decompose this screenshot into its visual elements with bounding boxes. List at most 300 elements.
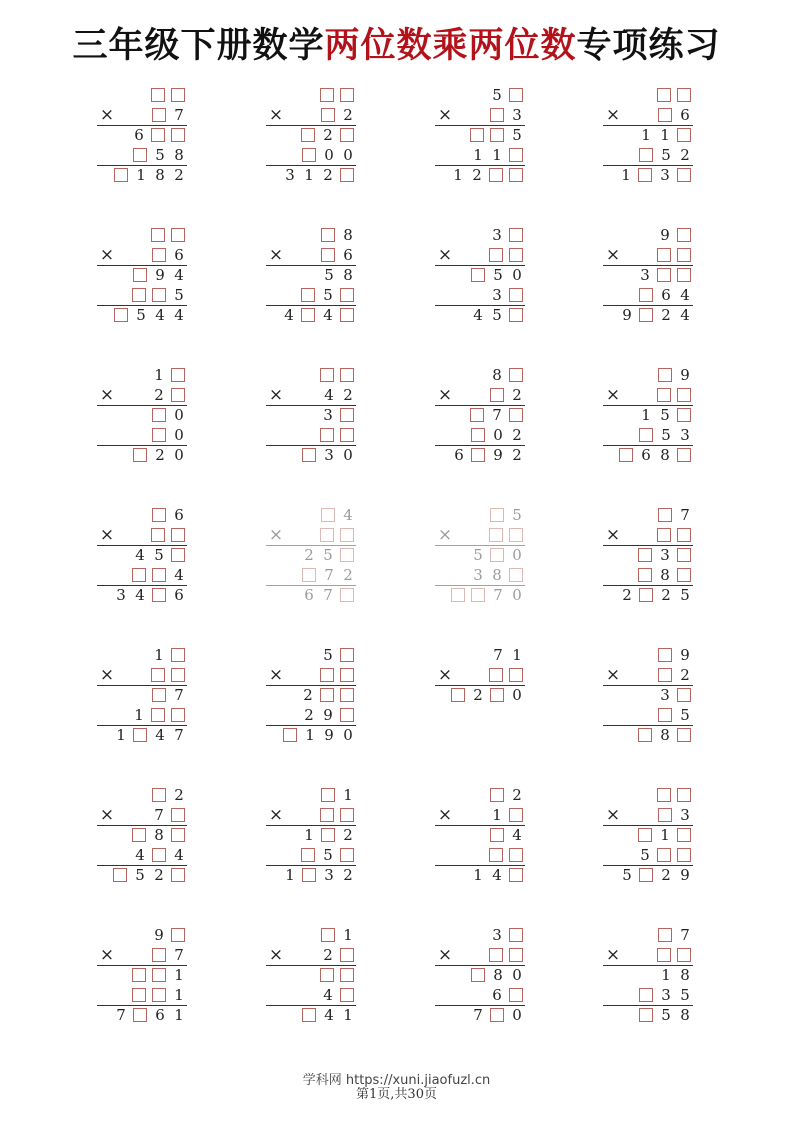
blank-box[interactable]	[133, 1008, 147, 1022]
blank-box[interactable]	[509, 808, 523, 822]
multiplication-problem	[603, 785, 693, 885]
multiplicand	[266, 85, 356, 105]
partial-product	[97, 705, 187, 725]
multiplication-problem	[266, 85, 356, 185]
digit: 0	[512, 966, 522, 984]
blank-box[interactable]	[320, 88, 334, 102]
digit: 0	[512, 686, 522, 704]
times-sign: ×	[268, 245, 284, 265]
multiplication-problem	[97, 225, 187, 325]
blank-box[interactable]	[171, 228, 185, 242]
times-sign: ×	[605, 805, 621, 825]
blank-box[interactable]	[509, 408, 523, 422]
digit: 4	[284, 306, 294, 324]
blank-box[interactable]	[133, 448, 147, 462]
blank-box[interactable]	[657, 848, 671, 862]
blank-box[interactable]	[152, 248, 166, 262]
blank-box[interactable]	[639, 868, 653, 882]
digit: 7	[174, 106, 184, 124]
blank-box[interactable]	[677, 828, 691, 842]
partial-product	[603, 425, 693, 445]
blank-box[interactable]	[151, 88, 165, 102]
blank-box[interactable]	[489, 528, 503, 542]
blank-box[interactable]	[320, 528, 334, 542]
partial-product	[97, 265, 187, 285]
digit: 3	[324, 866, 334, 884]
blank-box[interactable]	[171, 548, 185, 562]
blank-box[interactable]	[171, 668, 185, 682]
blank-box[interactable]	[509, 988, 523, 1002]
digit: 9	[680, 366, 690, 384]
product	[266, 725, 356, 745]
product	[603, 1005, 693, 1025]
times-sign: ×	[437, 665, 453, 685]
blank-box[interactable]	[509, 288, 523, 302]
blank-box[interactable]	[677, 528, 691, 542]
blank-box[interactable]	[489, 248, 503, 262]
digit: 8	[492, 566, 502, 584]
blank-box[interactable]	[302, 568, 316, 582]
title-highlight: 两位数乘两位数	[324, 26, 577, 66]
blank-box[interactable]	[657, 528, 671, 542]
times-sign: ×	[99, 665, 115, 685]
divider-line	[266, 125, 356, 126]
blank-box[interactable]	[320, 968, 334, 982]
blank-box[interactable]	[151, 128, 165, 142]
blank-box[interactable]	[340, 968, 354, 982]
blank-box[interactable]	[490, 1008, 504, 1022]
blank-box[interactable]	[677, 568, 691, 582]
digit: 4	[343, 506, 353, 524]
blank-box[interactable]	[171, 128, 185, 142]
divider-line	[603, 265, 693, 266]
blank-box[interactable]	[321, 508, 335, 522]
digit: 0	[174, 446, 184, 464]
blank-box[interactable]	[171, 388, 185, 402]
blank-box[interactable]	[509, 308, 523, 322]
blank-box[interactable]	[657, 788, 671, 802]
blank-box[interactable]	[490, 548, 504, 562]
blank-box[interactable]	[340, 128, 354, 142]
blank-box[interactable]	[677, 88, 691, 102]
digit: 1	[285, 866, 295, 884]
digit: 2	[343, 386, 353, 404]
divider-line	[97, 125, 187, 126]
blank-box[interactable]	[509, 568, 523, 582]
blank-box[interactable]	[340, 288, 354, 302]
partial-product	[435, 145, 525, 165]
blank-box[interactable]	[132, 828, 146, 842]
blank-box[interactable]	[658, 108, 672, 122]
digit: 2	[323, 166, 333, 184]
divider-line	[266, 725, 356, 726]
digit: 1	[343, 926, 353, 944]
blank-box[interactable]	[301, 308, 315, 322]
multiplicand	[266, 645, 356, 665]
blank-box[interactable]	[132, 568, 146, 582]
blank-box[interactable]	[302, 868, 316, 882]
blank-box[interactable]	[471, 448, 485, 462]
blank-box[interactable]	[677, 788, 691, 802]
blank-box[interactable]	[171, 828, 185, 842]
blank-box[interactable]	[113, 868, 127, 882]
blank-box[interactable]	[340, 848, 354, 862]
blank-box[interactable]	[152, 508, 166, 522]
blank-box[interactable]	[152, 948, 166, 962]
blank-box[interactable]	[639, 148, 653, 162]
blank-box[interactable]	[677, 948, 691, 962]
blank-box[interactable]	[677, 408, 691, 422]
partial-product	[266, 405, 356, 425]
blank-box[interactable]	[657, 948, 671, 962]
multiplication-problem	[435, 785, 525, 885]
blank-box[interactable]	[283, 728, 297, 742]
blank-box[interactable]	[471, 428, 485, 442]
blank-box[interactable]	[321, 828, 335, 842]
multiplication-problem	[97, 505, 187, 605]
blank-box[interactable]	[340, 548, 354, 562]
times-sign: ×	[437, 805, 453, 825]
blank-box[interactable]	[471, 268, 485, 282]
blank-box[interactable]	[152, 688, 166, 702]
times-sign: ×	[437, 105, 453, 125]
blank-box[interactable]	[658, 508, 672, 522]
partial-product	[603, 845, 693, 865]
blank-box[interactable]	[657, 88, 671, 102]
blank-box[interactable]	[639, 308, 653, 322]
blank-box[interactable]	[321, 928, 335, 942]
blank-box[interactable]	[677, 128, 691, 142]
blank-box[interactable]	[509, 528, 523, 542]
product	[435, 685, 525, 705]
blank-box[interactable]	[490, 788, 504, 802]
blank-box[interactable]	[677, 688, 691, 702]
blank-box[interactable]	[639, 288, 653, 302]
times-sign: ×	[437, 525, 453, 545]
partial-product	[266, 265, 356, 285]
blank-box[interactable]	[639, 1008, 653, 1022]
blank-box[interactable]	[451, 688, 465, 702]
blank-box[interactable]	[638, 168, 652, 182]
partial-product	[603, 285, 693, 305]
blank-box[interactable]	[470, 408, 484, 422]
blank-box[interactable]	[340, 648, 354, 662]
digit: 5	[135, 866, 145, 884]
blank-box[interactable]	[677, 388, 691, 402]
digit: 9	[154, 926, 164, 944]
divider-line	[266, 585, 356, 586]
blank-box[interactable]	[320, 808, 334, 822]
multiplication-problem	[603, 365, 693, 465]
digit: 4	[473, 306, 483, 324]
partial-product	[603, 405, 693, 425]
blank-box[interactable]	[639, 588, 653, 602]
blank-box[interactable]	[301, 128, 315, 142]
multiplication-problem	[435, 225, 525, 325]
divider-line	[435, 545, 525, 546]
blank-box[interactable]	[152, 288, 166, 302]
divider-line	[435, 405, 525, 406]
blank-box[interactable]	[490, 128, 504, 142]
digit: 2	[343, 826, 353, 844]
digit: 5	[660, 406, 670, 424]
digit: 9	[155, 266, 165, 284]
blank-box[interactable]	[151, 228, 165, 242]
multiplicand	[97, 365, 187, 385]
blank-box[interactable]	[114, 168, 128, 182]
digit: 4	[324, 1006, 334, 1024]
blank-box[interactable]	[340, 428, 354, 442]
blank-box[interactable]	[658, 648, 672, 662]
blank-box[interactable]	[619, 448, 633, 462]
blank-box[interactable]	[151, 668, 165, 682]
partial-product	[435, 985, 525, 1005]
blank-box[interactable]	[638, 568, 652, 582]
blank-box[interactable]	[638, 828, 652, 842]
blank-box[interactable]	[340, 308, 354, 322]
blank-box[interactable]	[340, 948, 354, 962]
digit: 1	[154, 366, 164, 384]
blank-box[interactable]	[340, 88, 354, 102]
digit: 5	[492, 86, 502, 104]
blank-box[interactable]	[132, 968, 146, 982]
divider-line	[97, 825, 187, 826]
blank-box[interactable]	[677, 268, 691, 282]
blank-box[interactable]	[152, 108, 166, 122]
digit: 9	[323, 706, 333, 724]
blank-box[interactable]	[340, 168, 354, 182]
digit: 5	[323, 286, 333, 304]
blank-box[interactable]	[509, 168, 523, 182]
blank-box[interactable]	[340, 688, 354, 702]
digit: 4	[155, 726, 165, 744]
blank-box[interactable]	[171, 708, 185, 722]
blank-box[interactable]	[658, 708, 672, 722]
blank-box[interactable]	[320, 368, 334, 382]
footer-source: 学科网 https://xuni.jiaofuzl.cn	[302, 1073, 491, 1088]
blank-box[interactable]	[171, 928, 185, 942]
blank-box[interactable]	[490, 508, 504, 522]
multiplicand	[435, 85, 525, 105]
blank-box[interactable]	[132, 988, 146, 1002]
digit: 5	[473, 546, 483, 564]
digit: 5	[512, 506, 522, 524]
blank-box[interactable]	[321, 228, 335, 242]
blank-box[interactable]	[321, 108, 335, 122]
blank-box[interactable]	[451, 588, 465, 602]
digit: 3	[116, 586, 126, 604]
multiplication-problem	[97, 365, 187, 465]
digit: 1	[473, 146, 483, 164]
blank-box[interactable]	[638, 548, 652, 562]
blank-box[interactable]	[133, 268, 147, 282]
blank-box[interactable]	[151, 528, 165, 542]
multiplicand	[603, 225, 693, 245]
divider-line	[603, 725, 693, 726]
blank-box[interactable]	[320, 668, 334, 682]
blank-box[interactable]	[152, 988, 166, 1002]
digit: 1	[661, 966, 671, 984]
blank-box[interactable]	[151, 708, 165, 722]
blank-box[interactable]	[677, 448, 691, 462]
blank-box[interactable]	[171, 528, 185, 542]
blank-box[interactable]	[152, 568, 166, 582]
blank-box[interactable]	[677, 728, 691, 742]
blank-box[interactable]	[340, 668, 354, 682]
digit: 2	[512, 786, 522, 804]
multiplication-problem	[435, 925, 525, 1025]
digit: 2	[680, 146, 690, 164]
blank-box[interactable]	[340, 588, 354, 602]
blank-box[interactable]	[321, 248, 335, 262]
partial-product	[97, 145, 187, 165]
blank-box[interactable]	[171, 88, 185, 102]
blank-box[interactable]	[171, 868, 185, 882]
blank-box[interactable]	[489, 168, 503, 182]
blank-box[interactable]	[171, 648, 185, 662]
digit: 4	[680, 306, 690, 324]
blank-box[interactable]	[658, 368, 672, 382]
blank-box[interactable]	[639, 428, 653, 442]
blank-box[interactable]	[490, 828, 504, 842]
digit: 2	[323, 126, 333, 144]
digit: 3	[660, 546, 670, 564]
blank-box[interactable]	[509, 868, 523, 882]
blank-box[interactable]	[509, 248, 523, 262]
digit: 7	[174, 686, 184, 704]
divider-line	[97, 685, 187, 686]
blank-box[interactable]	[152, 788, 166, 802]
blank-box[interactable]	[490, 688, 504, 702]
digit: 5	[680, 706, 690, 724]
multiplication-problem	[266, 505, 356, 605]
blank-box[interactable]	[489, 948, 503, 962]
blank-box[interactable]	[340, 408, 354, 422]
blank-box[interactable]	[658, 808, 672, 822]
blank-box[interactable]	[340, 808, 354, 822]
blank-box[interactable]	[302, 148, 316, 162]
multiplication-problem	[97, 645, 187, 745]
digit: 8	[493, 966, 503, 984]
digit: 7	[116, 1006, 126, 1024]
blank-box[interactable]	[152, 588, 166, 602]
blank-box[interactable]	[321, 788, 335, 802]
digit: 4	[323, 986, 333, 1004]
blank-box[interactable]	[133, 148, 147, 162]
digit: 2	[661, 306, 671, 324]
digit: 1	[660, 126, 670, 144]
blank-box[interactable]	[489, 848, 503, 862]
blank-box[interactable]	[677, 248, 691, 262]
blank-box[interactable]	[152, 968, 166, 982]
divider-line	[603, 965, 693, 966]
blank-box[interactable]	[509, 88, 523, 102]
blank-box[interactable]	[470, 128, 484, 142]
blank-box[interactable]	[301, 288, 315, 302]
blank-box[interactable]	[638, 728, 652, 742]
blank-box[interactable]	[320, 428, 334, 442]
blank-box[interactable]	[677, 548, 691, 562]
blank-box[interactable]	[509, 848, 523, 862]
blank-box[interactable]	[340, 368, 354, 382]
blank-box[interactable]	[133, 728, 147, 742]
blank-box[interactable]	[152, 848, 166, 862]
blank-box[interactable]	[657, 388, 671, 402]
divider-line	[266, 165, 356, 166]
digit: 7	[473, 1006, 483, 1024]
partial-product	[97, 285, 187, 305]
blank-box[interactable]	[509, 948, 523, 962]
multiplicand	[435, 225, 525, 245]
blank-box[interactable]	[490, 388, 504, 402]
blank-box[interactable]	[302, 448, 316, 462]
blank-box[interactable]	[320, 688, 334, 702]
blank-box[interactable]	[657, 268, 671, 282]
blank-box[interactable]	[132, 288, 146, 302]
blank-box[interactable]	[677, 848, 691, 862]
blank-box[interactable]	[340, 528, 354, 542]
blank-box[interactable]	[152, 408, 166, 422]
partial-product	[603, 705, 693, 725]
digit: 1	[492, 806, 502, 824]
blank-box[interactable]	[509, 368, 523, 382]
blank-box[interactable]	[658, 928, 672, 942]
digit: 1	[304, 826, 314, 844]
blank-box[interactable]	[509, 228, 523, 242]
divider-line	[97, 165, 187, 166]
blank-box[interactable]	[171, 368, 185, 382]
blank-box[interactable]	[471, 968, 485, 982]
blank-box[interactable]	[152, 428, 166, 442]
blank-box[interactable]	[639, 988, 653, 1002]
divider-line	[603, 305, 693, 306]
blank-box[interactable]	[658, 668, 672, 682]
blank-box[interactable]	[509, 668, 523, 682]
blank-box[interactable]	[471, 588, 485, 602]
partial-product	[266, 565, 356, 585]
digit: 1	[305, 726, 315, 744]
blank-box[interactable]	[489, 668, 503, 682]
blank-box[interactable]	[301, 848, 315, 862]
partial-product	[435, 125, 525, 145]
digit: 8	[343, 226, 353, 244]
blank-box[interactable]	[509, 928, 523, 942]
blank-box[interactable]	[114, 308, 128, 322]
partial-product	[266, 965, 356, 985]
digit: 1	[641, 126, 651, 144]
digit: 0	[512, 266, 522, 284]
digit: 5	[680, 986, 690, 1004]
multiplication-problem	[266, 645, 356, 745]
blank-box[interactable]	[340, 708, 354, 722]
blank-box[interactable]	[340, 988, 354, 1002]
blank-box[interactable]	[677, 228, 691, 242]
blank-box[interactable]	[509, 148, 523, 162]
blank-box[interactable]	[677, 168, 691, 182]
blank-box[interactable]	[302, 1008, 316, 1022]
digit: 6	[454, 446, 464, 464]
digit: 6	[174, 506, 184, 524]
multiplication-problem	[435, 645, 525, 745]
digit: 5	[640, 846, 650, 864]
times-sign: ×	[99, 525, 115, 545]
blank-box[interactable]	[657, 248, 671, 262]
blank-box[interactable]	[490, 108, 504, 122]
product	[603, 305, 693, 325]
blank-box[interactable]	[171, 808, 185, 822]
multiplicand	[266, 505, 356, 525]
multiplication-problem	[435, 505, 525, 605]
